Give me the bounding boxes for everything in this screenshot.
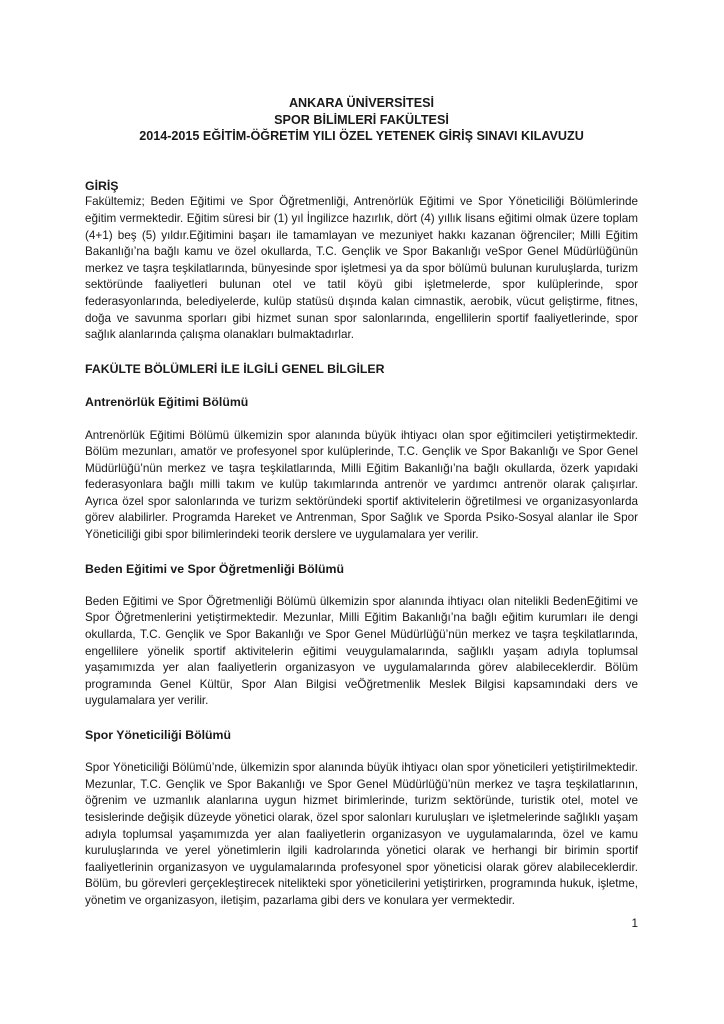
- intro-paragraph: Fakültemiz; Beden Eğitimi ve Spor Öğretmenliği, Antrenörlük Eğitimi ve Spor Yöneticiliği Bölümlerinde eğitim vermektedir. Eğitim süresi bir (1) yıl İngilizce hazırlık, dört (4) yıllık lisans eğitimi olmak üzere toplam (4+1) beş (5) yıldır.Eğitimini başarı ile tamamlayan ve mezuniyet hakkı kazanan öğrenciler; Milli Eğitim Bakanlığı’na bağlı kamu ve özel okullarda, T.C. Gençlik ve Spor Bakanlığı veSpor Genel Müdürlüğünün merkez ve taşra teşkilatlarında, bünyesinde spor işletmesi ya da spor bölümü bulunan kuruluşlarda, turizm sektöründe faaliyetleri bulunan otel ve tatil köyü gibi işletmelerde, spor kulüplerinde, spor federasyonlarında, belediyelerde, kulüp statüsü dışında kalan cimnastik, aerobik, vücut geliştirme, fitnes, doğa ve savunma sporları gibi hizmet sunan spor salonlarında, engellilerin sportif faaliyetlerinde, spor sağlık alanlarında çalışma olanakları bulmaktadırlar.: [85, 195, 638, 342]
- section-department-beden-egitimi: [85, 561, 638, 710]
- general-info-heading: FAKÜLTE BÖLÜMLERİ İLE İLGİLİ GENEL BİLGİLER: [85, 361, 385, 376]
- department-heading-beden-egitimi: Beden Eğitimi ve Spor Öğretmenliği Bölümü: [85, 561, 344, 576]
- department-heading-antrenorluk: Antrenörlük Eğitimi Bölümü: [85, 395, 249, 410]
- department-paragraph-antrenorluk: Antrenörlük Eğitimi Bölümü ülkemizin spor alanında büyük ihtiyacı olan spor eğitimcileri yetiştirmektedir. Bölüm mezunları, amatör ve profesyonel spor kulüplerinde, T.C. Gençlik ve Spor Bakanlığı ve Spor Genel Müdürlüğü’nün merkez ve taşra teşkilatlarında, Milli Eğitim Bakanlığı’na bağlı okullarda, özerk yapıdaki federasyonlara bağlı milli takım ve kulüp takımlarında antrenör ve yardımcı antrenör olarak çalışırlar. Ayrıca özel spor salonlarında ve turizm sektöründeki sportif aktivitelerin öğretilmesi ve organizasyonlarda görev alabilirler. Programda Hareket ve Antrenman, Spor Sağlık ve Sporda Psiko-Sosyal alanlar ile Spor Yöneticiliği gibi spor bilimlerindeki teorik derslere ve uygulamalara yer verilir.: [85, 428, 638, 542]
- title-guide-name: 2014-2015 EĞİTİM-ÖĞRETİM YILI ÖZEL YETENEK GİRİŞ SINAVI KILAVUZU: [139, 129, 584, 144]
- title-university: ANKARA ÜNİVERSİTESİ: [288, 96, 435, 110]
- document-title-block: [85, 95, 638, 145]
- section-department-antrenorluk: [85, 394, 638, 543]
- title-faculty: SPOR BİLİMLERİ FAKÜLTESİ: [274, 112, 449, 127]
- department-paragraph-spor-yoneticiligi: Spor Yöneticiliği Bölümü’nde, ülkemizin spor alanında büyük ihtiyacı olan spor yöneticileri yetiştirilmektedir. Mezunlar, T.C. Gençlik ve Spor Bakanlığı ve Spor Genel Müdürlüğü’nün merkez ve taşra teşkilatlarının, öğrenim ve uzmanlık alanlarına uygun hizmet birimlerinde, turizm sektöründe, turistik otel, motel ve tesislerinde değişik düzeyde yönetici olarak, özel spor salonları kuruluşları ve işletmelerinde sağlıklı yaşam adıyla toplumsal yaşamımızda yer alan faaliyetlerin organizasyon ve uygulamalarında, özel ve kamu kuruluşlarında ve yerel yönetimlerin ilgili kadrolarında yönetici olarak ve herhangi bir birimin sportif faaliyetlerinin organizasyon ve uygulamalarında profesyonel spor yöneticisi olarak görev alabileceklerdir. Bölüm, bu görevleri gerçekleştirecek nitelikteki spor yöneticilerini yetiştirirken, programında hukuk, işletme, yönetim ve organizasyon, iletişim, pazarlama gibi ders ve konulara yer vermektedir.: [85, 761, 638, 907]
- department-heading-spor-yoneticiligi: Spor Yöneticiliği Bölümü: [85, 728, 231, 742]
- page-number: 1: [631, 916, 638, 930]
- section-intro: [85, 178, 638, 344]
- department-paragraph-beden-egitimi: Beden Eğitimi ve Spor Öğretmenliği Bölümü ülkemizin spor alanında ihtiyacı olan nitelikli BedenEğitimi ve Spor Öğretmenlerini yetiştirmektedir. Mezunlar, Milli Eğitim Bakanlığı’na bağlı eğitim kurumları ile dengi okullarda, T.C. Gençlik ve Spor Bakanlığı ve Spor Genel Müdürlüğü’nün merkez ve taşra teşkilatlarında, engellilere yönelik sportif aktivitelerin eğitimi veuygulamalarında, sağlıklı yaşam adıyla toplumsal yaşamımızda yer alan faaliyetlerin organizasyon ve uygulamalarında görev alabileceklerdir. Bölüm programında Genel Kültür, Spor Alan Bilgisi veÖğretmenlik Meslek Bilgisi kapsamındaki ders ve uygulamalara yer verilir.: [85, 594, 638, 708]
- section-department-spor-yoneticiligi: [85, 727, 638, 910]
- intro-heading: GİRİŞ: [85, 178, 119, 193]
